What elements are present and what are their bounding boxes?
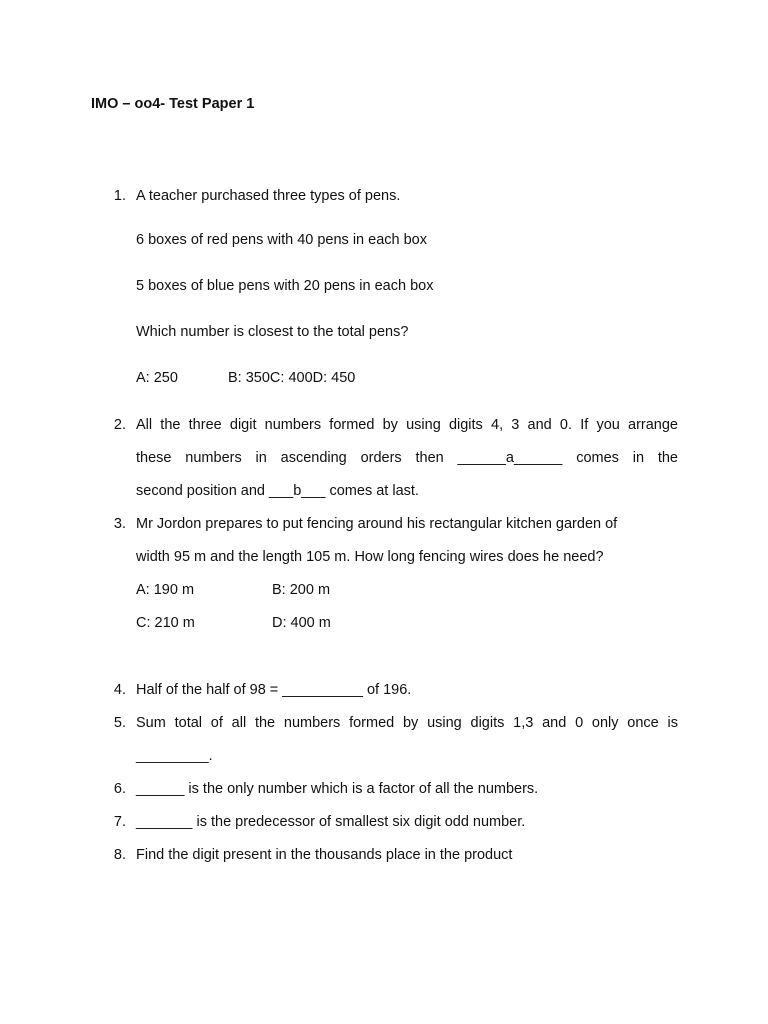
question-2-line-1: All the three digit numbers formed by using digits 4, 3 and 0. If you arrange: [136, 418, 678, 433]
question-8-text: Find the digit present in the thousands place in the product: [136, 847, 513, 863]
question-6-number: 6.: [113, 781, 126, 797]
question-3-line-1: Mr Jordon prepares to put fencing around his rectangular kitchen garden of: [136, 516, 618, 532]
question-1-text: A teacher purchased three types of pens.: [136, 188, 401, 204]
question-1-number: 1.: [113, 188, 126, 204]
question-8-number: 8.: [113, 847, 126, 863]
question-1-prompt: Which number is closest to the total pens?: [136, 324, 409, 340]
question-2-line-3: second position and ___b___ comes at last.: [136, 483, 419, 499]
page-title: IMO – oo4- Test Paper 1: [91, 96, 255, 112]
question-2-number: 2.: [113, 417, 126, 433]
question-3-option-a: A: 190 m: [136, 582, 195, 598]
question-5-number: 5.: [113, 715, 126, 731]
question-1-options-bcd: B: 350C: 400D: 450: [228, 370, 356, 386]
question-5-line-1: Sum total of all the numbers formed by using digits 1,3 and 0 only once is: [136, 716, 678, 731]
question-3-option-b: B: 200 m: [272, 582, 331, 598]
question-1-option-a: A: 250: [136, 370, 178, 386]
question-1-detail-red: 6 boxes of red pens with 40 pens in each box: [136, 232, 427, 248]
question-2-line-2: these numbers in ascending orders then ______a______ comes in the: [136, 451, 678, 466]
question-1-detail-blue: 5 boxes of blue pens with 20 pens in each box: [136, 278, 434, 294]
question-6-text: ______ is the only number which is a factor of all the numbers.: [136, 781, 539, 797]
question-4-text: Half of the half of 98 = __________ of 196.: [136, 682, 412, 698]
question-3-option-c: C: 210 m: [136, 615, 195, 631]
question-4-number: 4.: [113, 682, 126, 698]
question-3-line-2: width 95 m and the length 105 m. How long fencing wires does he need?: [136, 549, 604, 565]
question-3-number: 3.: [113, 516, 126, 532]
question-7-text: _______ is the predecessor of smallest six digit odd number.: [136, 814, 526, 830]
question-5-line-2: _________.: [136, 748, 213, 764]
question-3-option-d: D: 400 m: [272, 615, 331, 631]
question-7-number: 7.: [113, 814, 126, 830]
